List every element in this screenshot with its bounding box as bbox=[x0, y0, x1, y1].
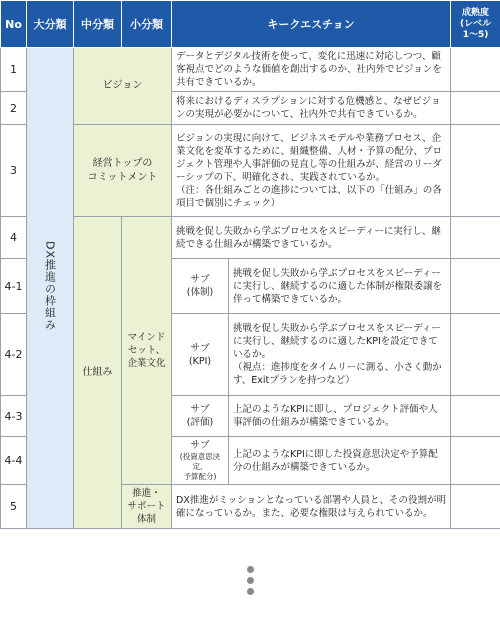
more-dot-icon bbox=[247, 577, 254, 584]
row-number: 4-2 bbox=[1, 314, 27, 396]
major-category-label: DX推進の枠組み bbox=[43, 240, 57, 331]
header-key-question: キークエスチョン bbox=[172, 1, 451, 48]
row-number: 2 bbox=[1, 92, 27, 125]
key-question: 挑戦を促し失敗から学ぶプロセスをスピーディーに実行し、継続するのに適した体制が権限委譲を伴って構築できているか。 bbox=[229, 259, 451, 314]
key-question: DX推進がミッションとなっている部署や人員と、その役割が明確になっているか。また、必要な権限は与えられているか。 bbox=[172, 485, 451, 529]
row-number: 3 bbox=[1, 125, 27, 217]
mid-category-top-commitment: 経営トップの コミットメント bbox=[74, 125, 172, 217]
mid-category-shikumi: 仕組み bbox=[74, 217, 122, 529]
maturity-cell bbox=[451, 92, 500, 125]
maturity-cell bbox=[451, 48, 500, 92]
header-maturity: 成熟度 (レベル 1〜5) bbox=[451, 1, 500, 48]
maturity-cell bbox=[451, 437, 500, 485]
maturity-cell bbox=[451, 125, 500, 217]
maturity-cell bbox=[451, 259, 500, 314]
sub-category-mindset: マインド セット、 企業文化 bbox=[122, 217, 172, 485]
key-question: ビジョンの実現に向けて、ビジネスモデルや業務プロセス、企業文化を変革するために、組織整備、人材・予算の配分、プロジェクト管理や人事評価の見直し等の仕組みが、経営のリーダーシップの下、明確化され、実践されているか。 （注：各仕組みごとの進捗については、以下の「仕組み」の各項目で個別にチェック） bbox=[172, 125, 451, 217]
mid-category-vision: ビジョン bbox=[74, 48, 172, 125]
key-question: 将来におけるディスラプションに対する危機感と、なぜビジョンの実現が必要かについて、社内外で共有できているか。 bbox=[172, 92, 451, 125]
maturity-cell bbox=[451, 485, 500, 529]
header-sub-category: 小分類 bbox=[122, 1, 172, 48]
row-number: 5 bbox=[1, 485, 27, 529]
row-number: 1 bbox=[1, 48, 27, 92]
table-row bbox=[1, 125, 500, 217]
key-question: 挑戦を促し失敗から学ぶプロセスをスピーディーに実行し、継続するのに適したKPIを設定できているか。 （視点：進捗度をタイムリーに測る、小さく動かす、Exitプランを持つなど） bbox=[229, 314, 451, 396]
sub-category-support: 推進・ サポート 体制 bbox=[122, 485, 172, 529]
table-row bbox=[1, 217, 500, 259]
header-no: No bbox=[1, 1, 27, 48]
row-number: 4-3 bbox=[1, 396, 27, 437]
header-row bbox=[1, 1, 500, 48]
sub-label-investment-main: サブ bbox=[190, 440, 210, 451]
header-major-category: 大分類 bbox=[27, 1, 74, 48]
maturity-cell bbox=[451, 217, 500, 259]
table-row bbox=[1, 48, 500, 92]
maturity-cell bbox=[451, 396, 500, 437]
header-mid-category: 中分類 bbox=[74, 1, 122, 48]
more-dot-icon bbox=[247, 566, 254, 573]
sub-label-investment bbox=[172, 437, 229, 485]
row-number: 4 bbox=[1, 217, 27, 259]
key-question: データとデジタル技術を使って、変化に迅速に対応しつつ、顧客視点でどのような価値を創出するのか、社内外でビジョンを共有できているか。 bbox=[172, 48, 451, 92]
sub-label-investment-detail: (投資意思決定、 予算配分) bbox=[179, 452, 221, 481]
more-dot-icon bbox=[247, 588, 254, 595]
sub-label-structure: サブ (体制) bbox=[172, 259, 229, 314]
more-indicator bbox=[244, 566, 256, 599]
key-question: 上記のようなKPIに即し、プロジェクト評価や人事評価の仕組みが構築できているか。 bbox=[229, 396, 451, 437]
maturity-cell bbox=[451, 314, 500, 396]
sub-label-kpi: サブ (KPI) bbox=[172, 314, 229, 396]
row-number: 4-1 bbox=[1, 259, 27, 314]
row-number: 4-4 bbox=[1, 437, 27, 485]
sub-label-evaluation: サブ (評価) bbox=[172, 396, 229, 437]
key-question: 挑戦を促し失敗から学ぶプロセスをスピーディーに実行し、継続できる仕組みが構築できているか。 bbox=[172, 217, 451, 259]
major-category-cell bbox=[27, 48, 74, 529]
key-question: 上記のようなKPIに即した投資意思決定や予算配分の仕組みが構築できているか。 bbox=[229, 437, 451, 485]
